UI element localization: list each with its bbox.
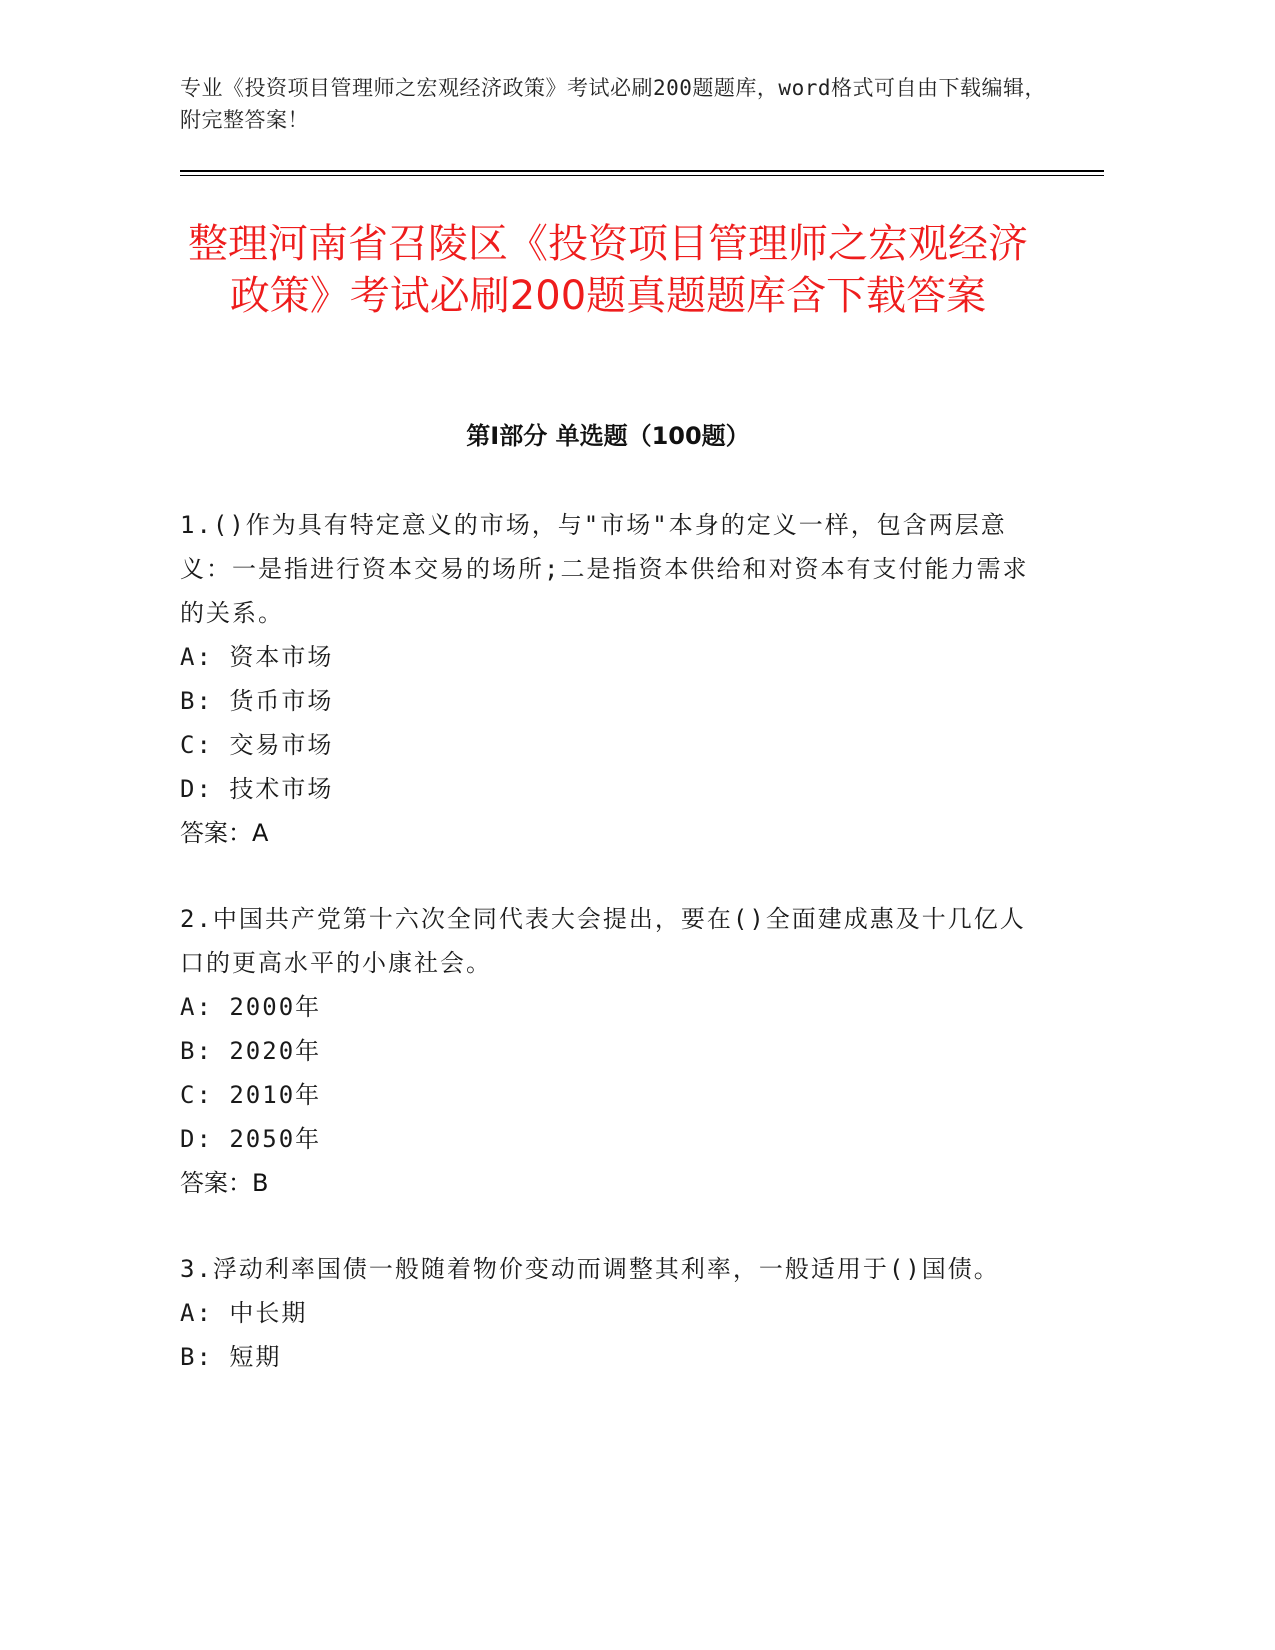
answer-line: 答案：B	[180, 1169, 269, 1197]
header-note: 专业《投资项目管理师之宏观经济政策》考试必刷200题题库，word格式可自由下载编辑，附完整答案！	[180, 76, 1046, 132]
option-a: A: 资本市场	[180, 643, 334, 671]
question-stem: 3.浮动利率国债一般随着物价变动而调整其利率，一般适用于()国债。	[180, 1255, 1000, 1283]
question-list	[180, 503, 1030, 1421]
header-divider-thin	[180, 175, 1104, 176]
option-c: C: 2010年	[180, 1081, 322, 1109]
answer-line: 答案：A	[180, 819, 269, 847]
question-stem: 2.中国共产党第十六次全同代表大会提出，要在()全面建成惠及十几亿人口的更高水平的小康社会。	[180, 905, 1026, 977]
option-a: A: 2000年	[180, 993, 322, 1021]
option-c: C: 交易市场	[180, 731, 334, 759]
question-item	[180, 897, 1030, 1205]
question-stem: 1.()作为具有特定意义的市场，与"市场"本身的定义一样，包含两层意义：一是指进行资本交易的场所;二是指资本供给和对资本有支付能力需求的关系。	[180, 511, 1029, 627]
option-d: D: 技术市场	[180, 775, 334, 803]
option-b: B: 2020年	[180, 1037, 322, 1065]
document-title: 整理河南省召陵区《投资项目管理师之宏观经济政策》考试必刷200题真题题库含下载答案	[188, 221, 1028, 319]
option-d: D: 2050年	[180, 1125, 322, 1153]
section-heading: 第Ⅰ部分 单选题（100题）	[466, 422, 750, 450]
option-b: B: 短期	[180, 1343, 282, 1371]
option-b: B: 货币市场	[180, 687, 334, 715]
header-divider-thick	[180, 170, 1104, 172]
option-a: A: 中长期	[180, 1299, 308, 1327]
question-item	[180, 503, 1030, 855]
question-item	[180, 1247, 1030, 1379]
